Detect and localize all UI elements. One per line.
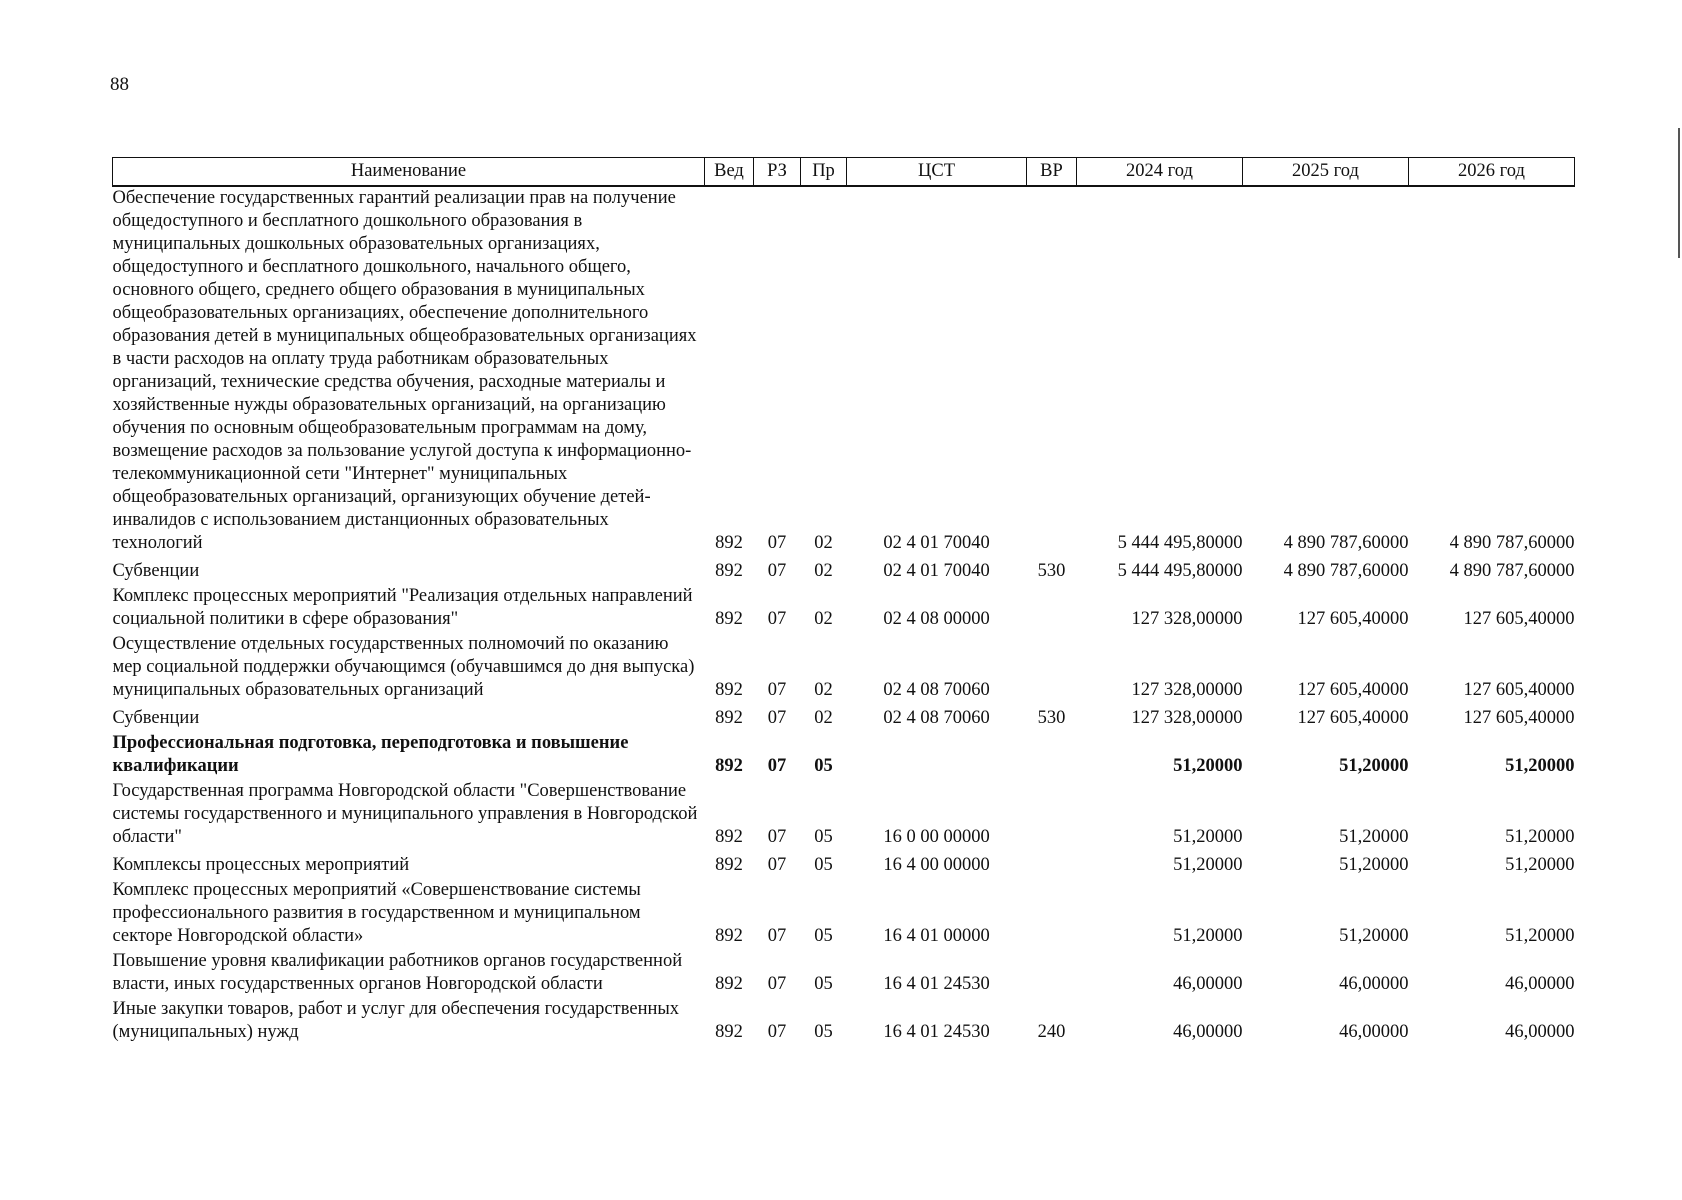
header-name: Наименование (113, 158, 705, 187)
row-name: Профессиональная подготовка, переподготовка и повышение квалификации (112, 733, 629, 776)
row-name: Иные закупки товаров, работ и услуг для обеспечения государственных (муниципальных) нужд (112, 999, 680, 1042)
table-row (113, 633, 1575, 707)
row-2026: 51,20000 (1505, 827, 1575, 847)
row-pr: 02 (814, 561, 833, 581)
row-pr: 02 (814, 708, 833, 728)
row-name: Субвенции (112, 708, 200, 728)
row-cst: 02 4 01 70040 (883, 561, 990, 581)
row-vr (1027, 854, 1077, 879)
header-2024: 2024 год (1077, 158, 1243, 187)
row-2024: 5 444 495,80000 (1117, 533, 1243, 553)
row-name: Комплекс процессных мероприятий "Реализация отдельных направлений социальной политики в сфере образования" (112, 586, 693, 629)
row-2025: 4 890 787,60000 (1283, 533, 1409, 553)
row-ved: 892 (715, 680, 743, 700)
table-row (113, 998, 1575, 1046)
row-2025: 127 605,40000 (1297, 708, 1409, 728)
row-cst: 16 4 01 24530 (883, 974, 990, 994)
budget-table (112, 157, 1575, 1046)
row-pr: 05 (814, 827, 833, 847)
row-rz: 07 (767, 609, 787, 629)
row-2025: 127 605,40000 (1297, 609, 1409, 629)
row-2026: 4 890 787,60000 (1449, 561, 1575, 581)
table-row (113, 780, 1575, 854)
row-pr: 02 (814, 609, 833, 629)
row-2024: 51,20000 (1173, 855, 1243, 875)
row-2024: 127 328,00000 (1131, 680, 1243, 700)
row-vr (1027, 186, 1077, 560)
row-2026: 127 605,40000 (1463, 680, 1575, 700)
row-2025: 127 605,40000 (1297, 680, 1409, 700)
scan-edge-line (1678, 128, 1680, 258)
header-2026: 2026 год (1409, 158, 1575, 187)
row-rz: 07 (767, 533, 787, 553)
row-name: Комплекс процессных мероприятий «Совершенствование системы профессионального развития в государственном и муниципальном секторе Новгородской области» (112, 880, 641, 946)
row-2024: 5 444 495,80000 (1117, 561, 1243, 581)
row-rz: 07 (767, 708, 787, 728)
row-2025: 46,00000 (1339, 974, 1409, 994)
row-pr: 05 (814, 974, 833, 994)
row-rz: 07 (767, 561, 787, 581)
row-name: Повышение уровня квалификации работников органов государственной власти, иных государственных органов Новгородской области (112, 951, 683, 994)
row-pr: 05 (814, 855, 833, 875)
row-ved: 892 (715, 609, 743, 629)
row-2026: 51,20000 (1505, 756, 1575, 776)
row-2025: 51,20000 (1339, 926, 1409, 946)
row-vr (1027, 585, 1077, 633)
row-cst: 02 4 08 00000 (883, 609, 990, 629)
row-ved: 892 (715, 756, 743, 776)
table-header (113, 158, 1575, 187)
row-2026: 51,20000 (1505, 926, 1575, 946)
row-rz: 07 (767, 680, 787, 700)
table-body (113, 186, 1575, 1046)
header-cst: ЦСТ (847, 158, 1027, 187)
table-row (113, 707, 1575, 732)
table-row (113, 585, 1575, 633)
row-rz: 07 (767, 1022, 787, 1042)
row-cst: 02 4 08 70060 (883, 708, 990, 728)
row-vr: 240 (1037, 1022, 1066, 1042)
row-pr: 05 (814, 1022, 833, 1042)
row-name: Комплексы процессных мероприятий (112, 855, 410, 875)
table-row (113, 950, 1575, 998)
row-name: Субвенции (112, 561, 200, 581)
row-name: Обеспечение государственных гарантий реализации прав на получение общедоступного и бесплатного дошкольного образования в муниципальных дошкольных образовательных организациях, общедоступного и бесплатного дошкольного, начального общего, основного общего, среднего общего образования в муниципальных общеобразовательных организациях, обеспечение дополнительного образования детей в муниципальных общеобразовательных организациях в части расходов на оплату труда работникам образовательных организаций, технические средства обучения, расходные материалы и хозяйственные нужды образовательных организаций, на организацию обучения по основным общеобразовательным программам на дому, возмещение расходов за пользование услугой доступа к информационно-телекоммуникационной сети "Интернет" муниципальных общеобразовательных организаций, организующих обучение детей-инвалидов с использованием дистанционных образовательных технологий (112, 188, 697, 553)
row-2026: 127 605,40000 (1463, 609, 1575, 629)
row-2026: 4 890 787,60000 (1449, 533, 1575, 553)
header-2025: 2025 год (1243, 158, 1409, 187)
table-row (113, 854, 1575, 879)
row-2026: 127 605,40000 (1463, 708, 1575, 728)
row-cst (847, 732, 1027, 780)
row-cst: 02 4 01 70040 (883, 533, 990, 553)
row-pr: 02 (814, 680, 833, 700)
row-cst: 02 4 08 70060 (883, 680, 990, 700)
row-ved: 892 (715, 1022, 743, 1042)
row-vr (1027, 633, 1077, 707)
row-2026: 46,00000 (1505, 1022, 1575, 1042)
row-vr (1027, 780, 1077, 854)
row-vr (1027, 950, 1077, 998)
row-vr (1027, 879, 1077, 950)
row-rz: 07 (767, 926, 787, 946)
row-2025: 51,20000 (1339, 855, 1409, 875)
table-row (113, 560, 1575, 585)
row-rz: 07 (767, 827, 787, 847)
row-vr: 530 (1037, 561, 1066, 581)
row-ved: 892 (715, 926, 743, 946)
row-rz: 07 (767, 974, 787, 994)
row-rz: 07 (767, 756, 787, 776)
row-2024: 51,20000 (1173, 827, 1243, 847)
row-2026: 46,00000 (1505, 974, 1575, 994)
page-number: 88 (110, 74, 129, 95)
row-2024: 46,00000 (1173, 1022, 1243, 1042)
header-pr: Пр (801, 158, 847, 187)
row-cst: 16 0 00 00000 (883, 827, 990, 847)
table-row (113, 732, 1575, 780)
row-name: Осуществление отдельных государственных полномочий по оказанию мер социальной поддержки обучающимся (обучавшимся до дня выпуска) муниципальных образовательных организаций (112, 634, 695, 700)
row-2025: 51,20000 (1339, 756, 1409, 776)
row-2025: 4 890 787,60000 (1283, 561, 1409, 581)
row-ved: 892 (715, 974, 743, 994)
row-ved: 892 (715, 827, 743, 847)
row-2026: 51,20000 (1505, 855, 1575, 875)
row-2024: 51,20000 (1173, 926, 1243, 946)
row-2025: 51,20000 (1339, 827, 1409, 847)
row-pr: 05 (814, 756, 833, 776)
row-vr: 530 (1037, 708, 1066, 728)
row-2025: 46,00000 (1339, 1022, 1409, 1042)
row-2024: 127 328,00000 (1131, 708, 1243, 728)
row-pr: 02 (814, 533, 833, 553)
table-row (113, 186, 1575, 560)
header-rz: РЗ (754, 158, 801, 187)
row-vr (1027, 732, 1077, 780)
row-cst: 16 4 00 00000 (883, 855, 990, 875)
row-2024: 127 328,00000 (1131, 609, 1243, 629)
row-cst: 16 4 01 24530 (883, 1022, 990, 1042)
header-ved: Вед (705, 158, 754, 187)
table-row (113, 879, 1575, 950)
row-ved: 892 (715, 855, 743, 875)
row-ved: 892 (715, 533, 743, 553)
row-name: Государственная программа Новгородской области "Совершенствование системы государственного и муниципального управления в Новгородской области" (112, 781, 698, 847)
row-ved: 892 (715, 561, 743, 581)
row-pr: 05 (814, 926, 833, 946)
header-vr: ВР (1027, 158, 1077, 187)
row-rz: 07 (767, 855, 787, 875)
row-2024: 46,00000 (1173, 974, 1243, 994)
row-2024: 51,20000 (1173, 756, 1243, 776)
row-ved: 892 (715, 708, 743, 728)
row-cst: 16 4 01 00000 (883, 926, 990, 946)
